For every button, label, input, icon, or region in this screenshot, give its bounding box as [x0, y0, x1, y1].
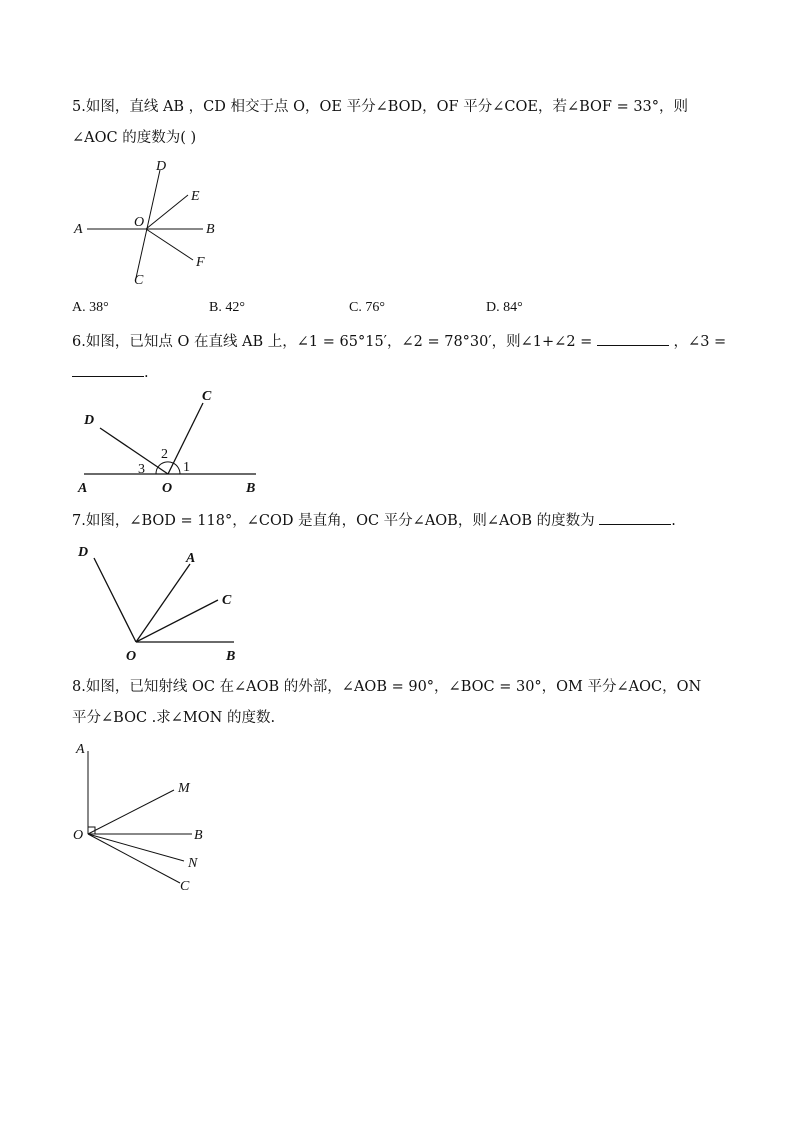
q7-figure — [70, 538, 260, 668]
q7-ray-od — [94, 558, 136, 642]
q5-figure — [60, 150, 240, 295]
q8-label-m: M — [178, 781, 190, 796]
q8-ray-om — [88, 790, 174, 834]
q6-label-o: O — [162, 481, 173, 496]
q6-label-b: B — [246, 481, 256, 496]
q7-label-a: A — [186, 551, 196, 566]
q7-label-b: B — [226, 649, 236, 664]
q6-label-c: C — [202, 389, 212, 404]
q5-ray-of — [146, 229, 193, 260]
q8-label-o: O — [73, 828, 84, 843]
q8-ray-on — [88, 834, 184, 861]
q5-label-f: F — [196, 255, 205, 270]
q8-label-c: C — [180, 879, 190, 894]
q5-label-o: O — [134, 215, 145, 230]
q6-label-1: 1 — [183, 460, 190, 475]
q6-label-d: D — [84, 413, 95, 428]
q6-label-a: A — [78, 481, 88, 496]
q5-label-a: A — [74, 222, 83, 237]
q6-label-3: 3 — [138, 462, 145, 477]
q8-label-a: A — [76, 742, 85, 757]
q5-text-line2: ∠AOC 的度数为( ) — [72, 130, 197, 146]
q7-label-c: C — [222, 593, 232, 608]
q5-choice-c[interactable]: C. 76° — [349, 300, 385, 315]
q8-text-line1: 8.如图，已知射线 OC 在∠AOB 的外部，∠AOB = 90°，∠BOC = 30°，OM 平分∠AOC，ON — [72, 679, 702, 695]
q7-ray-oc — [136, 600, 218, 642]
q6-text-line1 — [72, 330, 726, 352]
q8-figure — [64, 735, 224, 900]
q6-text-end: . — [144, 365, 149, 381]
q7-text-line — [72, 509, 676, 531]
q7-label-d: D — [78, 545, 89, 560]
q7-label-o: O — [126, 649, 137, 664]
q5-label-d: D — [156, 159, 167, 174]
q7-ray-oa — [136, 564, 190, 642]
q8-ray-oc — [88, 834, 180, 883]
q5-choice-d[interactable]: D. 84° — [486, 300, 523, 315]
q6-answer-blank-2[interactable] — [72, 361, 144, 377]
q5-label-e: E — [191, 189, 200, 204]
q5-text-line1: 5.如图，直线 AB ，CD 相交于点 O，OE 平分∠BOD，OF 平分∠COE，若∠BOF = 33°，则 — [72, 99, 689, 115]
q8-text-line2: 平分∠BOC .求∠MON 的度数. — [72, 710, 276, 726]
q5-label-b: B — [206, 222, 215, 237]
q8-label-n: N — [188, 856, 198, 871]
q6-answer-blank-1[interactable] — [597, 330, 669, 346]
q8-label-b: B — [194, 828, 203, 843]
q6-text-pre: 6.如图，已知点 O 在直线 AB 上，∠1 = 65°15′，∠2 = 78°30′，则∠1+∠2 = — [72, 334, 593, 350]
q6-figure — [70, 382, 270, 497]
q6-text-line2 — [72, 361, 149, 383]
q6-text-mid: ，∠3 = — [673, 334, 727, 350]
q6-arc-angle-2 — [158, 462, 173, 467]
q7-answer-blank[interactable] — [599, 509, 671, 525]
q7-text-pre: 7.如图，∠BOD = 118°，∠COD 是直角，OC 平分∠AOB，则∠AOB 的度数为 — [72, 513, 595, 529]
q6-label-2: 2 — [161, 447, 168, 462]
q5-choice-a[interactable]: A. 38° — [72, 300, 109, 315]
q5-choice-b[interactable]: B. 42° — [209, 300, 245, 315]
q6-arc-angle-1 — [173, 463, 180, 474]
q7-text-end: . — [671, 513, 676, 529]
q6-arc-angle-3 — [156, 467, 158, 474]
q5-ray-oe — [146, 195, 188, 229]
q5-label-c: C — [134, 273, 144, 288]
